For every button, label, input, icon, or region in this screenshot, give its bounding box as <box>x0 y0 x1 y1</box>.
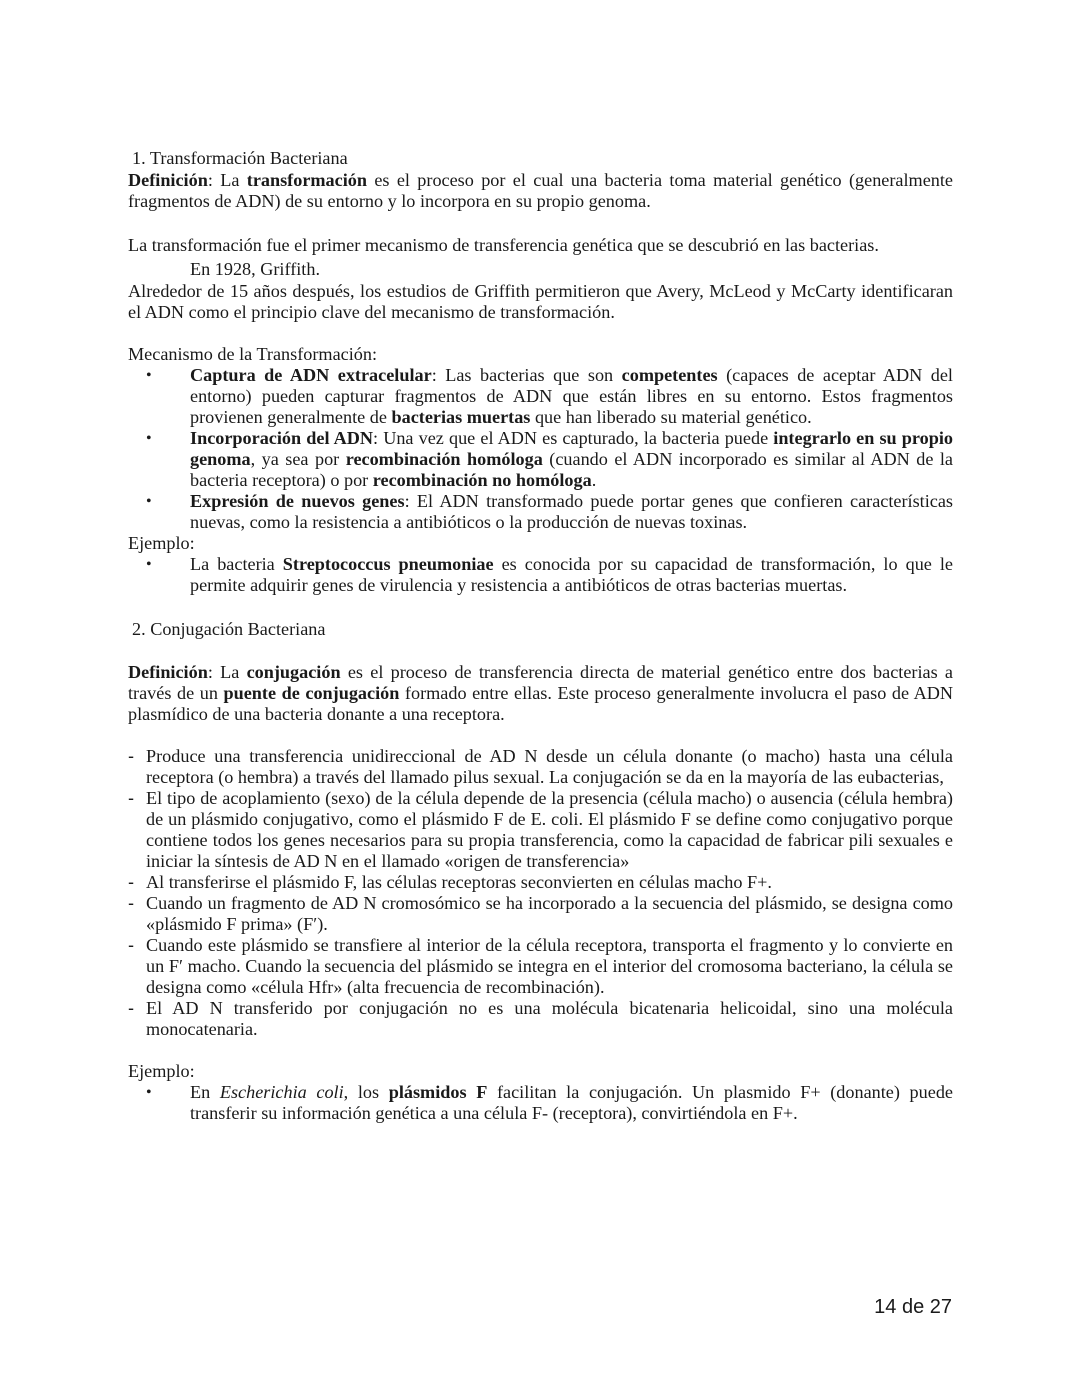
list-item: • Incorporación del ADN: Una vez que el ADN es capturado, la bacteria puede integrarlo en su propio genoma, ya sea por recombinación homóloga (cuando el ADN incorporado es similar al ADN de la bacteria receptora) o por recombinación no homóloga. <box>146 428 954 490</box>
section-2-definition: Definición: La conjugación es el proceso de transferencia directa de material genético entre dos bacterias a través de un puente de conjugación formado entre ellas. Este proceso generalmente involucra el paso de ADN plasmídico de una bacteria donante a una receptora. <box>128 662 953 724</box>
history-paragraph: La transformación fue el primer mecanismo de transferencia genética que se descubrió en las bacterias. <box>128 235 879 255</box>
bullet-icon: • <box>146 556 152 573</box>
mechanism-list <box>128 365 953 533</box>
list-item: • Expresión de nuevos genes: El ADN transformado puede portar genes que confieren características nuevas, como la resistencia a antibióticos o la producción de nuevas toxinas. <box>146 491 953 532</box>
list-item: • En Escherichia coli, los plásmidos F facilitan la conjugación. Un plasmido F+ (donante) puede transferir su información genética a una célula F- (receptora), convirtiéndola en F+. <box>146 1082 953 1123</box>
dash-icon: - <box>128 788 135 808</box>
section-2-title: 2. Conjugación Bacteriana <box>132 619 326 639</box>
list-item: • La bacteria Streptococcus pneumoniae es conocida por su capacidad de transformación, lo que le permite adquirir genes de virulencia y resistencia a antibióticos de otras bacterias muertas. <box>146 554 954 595</box>
list-item: - Produce una transferencia unidireccional de AD N desde un célula donante (o macho) hasta una célula receptora (o hembra) a través del llamado pilus sexual. La conjugación se da en la mayoría de las eubacterias, <box>128 746 953 787</box>
page-number: 14 de 27 <box>874 1296 952 1318</box>
list-item: - Cuando este plásmido se transfiere al interior de la célula receptora, transporta el fragmento y lo convierte en un F′ macho. Cuando la secuencia del plásmido se integra en el interior del cromosoma bacteriano, la célula se designa como «célula Hfr» (alta frecuencia de recombinación). <box>128 935 953 997</box>
dash-icon: - <box>128 872 135 892</box>
conjugation-points-list <box>128 746 953 1040</box>
section-1-title: 1. Transformación Bacteriana <box>132 148 348 168</box>
list-item: - El tipo de acoplamiento (sexo) de la célula depende de la presencia (célula macho) o ausencia (célula hembra) de un plásmido conjugativo, como el plásmido F de E. coli. El plásmido F se define como conjugativo porque contiene todos los genes necesarios para su propia transferencia, como la capacidad de fabricar pili sexuales e iniciar la síntesis de AD N en el llamado «origen de transferencia» <box>128 788 953 871</box>
example-list <box>128 1082 953 1124</box>
dash-icon: - <box>128 935 135 955</box>
example-label: Ejemplo: <box>128 533 195 553</box>
example-label: Ejemplo: <box>128 1061 195 1081</box>
dash-icon: - <box>128 893 135 913</box>
list-item: • Captura de ADN extracelular: Las bacterias que son competentes (capaces de aceptar ADN del entorno) pueden capturar fragmentos de ADN que están libres en su entorno. Estos fragmentos provienen generalmente de bacterias muertas que han liberado su material genético. <box>146 365 953 427</box>
dash-icon: - <box>128 998 135 1018</box>
definition-label: Definición <box>128 170 208 190</box>
bullet-icon: • <box>146 367 152 384</box>
discovery-paragraph: Alrededor de 15 años después, los estudios de Griffith permitieron que Avery, McLeod y McCarty identificaran el ADN como el principio clave del mecanismo de transformación. <box>128 281 953 322</box>
list-item: - Cuando un fragmento de AD N cromosómico se ha incorporado a la secuencia del plásmido, se designa como «plásmido F prima» (F′). <box>128 893 953 934</box>
list-item: - El AD N transferido por conjugación no es una molécula bicatenaria helicoidal, sino una molécula monocatenaria. <box>128 998 953 1039</box>
bullet-icon: • <box>146 493 152 510</box>
list-item: - Al transferirse el plásmido F, las células receptoras seconvierten en células macho F+. <box>128 872 772 892</box>
bullet-icon: • <box>146 1084 152 1101</box>
dash-icon: - <box>128 746 135 766</box>
example-list <box>128 554 953 596</box>
year-line: En 1928, Griffith. <box>190 259 320 279</box>
definition-label: Definición <box>128 662 208 682</box>
document-page <box>128 146 953 1124</box>
section-1-definition: Definición: La transformación es el proceso por el cual una bacteria toma material genético (generalmente fragmentos de ADN) de su entorno y lo incorpora en su propio genoma. <box>128 170 953 211</box>
term-transformacion: transformación <box>246 170 367 190</box>
mechanism-title: Mecanismo de la Transformación: <box>128 344 378 364</box>
bullet-icon: • <box>146 430 152 447</box>
